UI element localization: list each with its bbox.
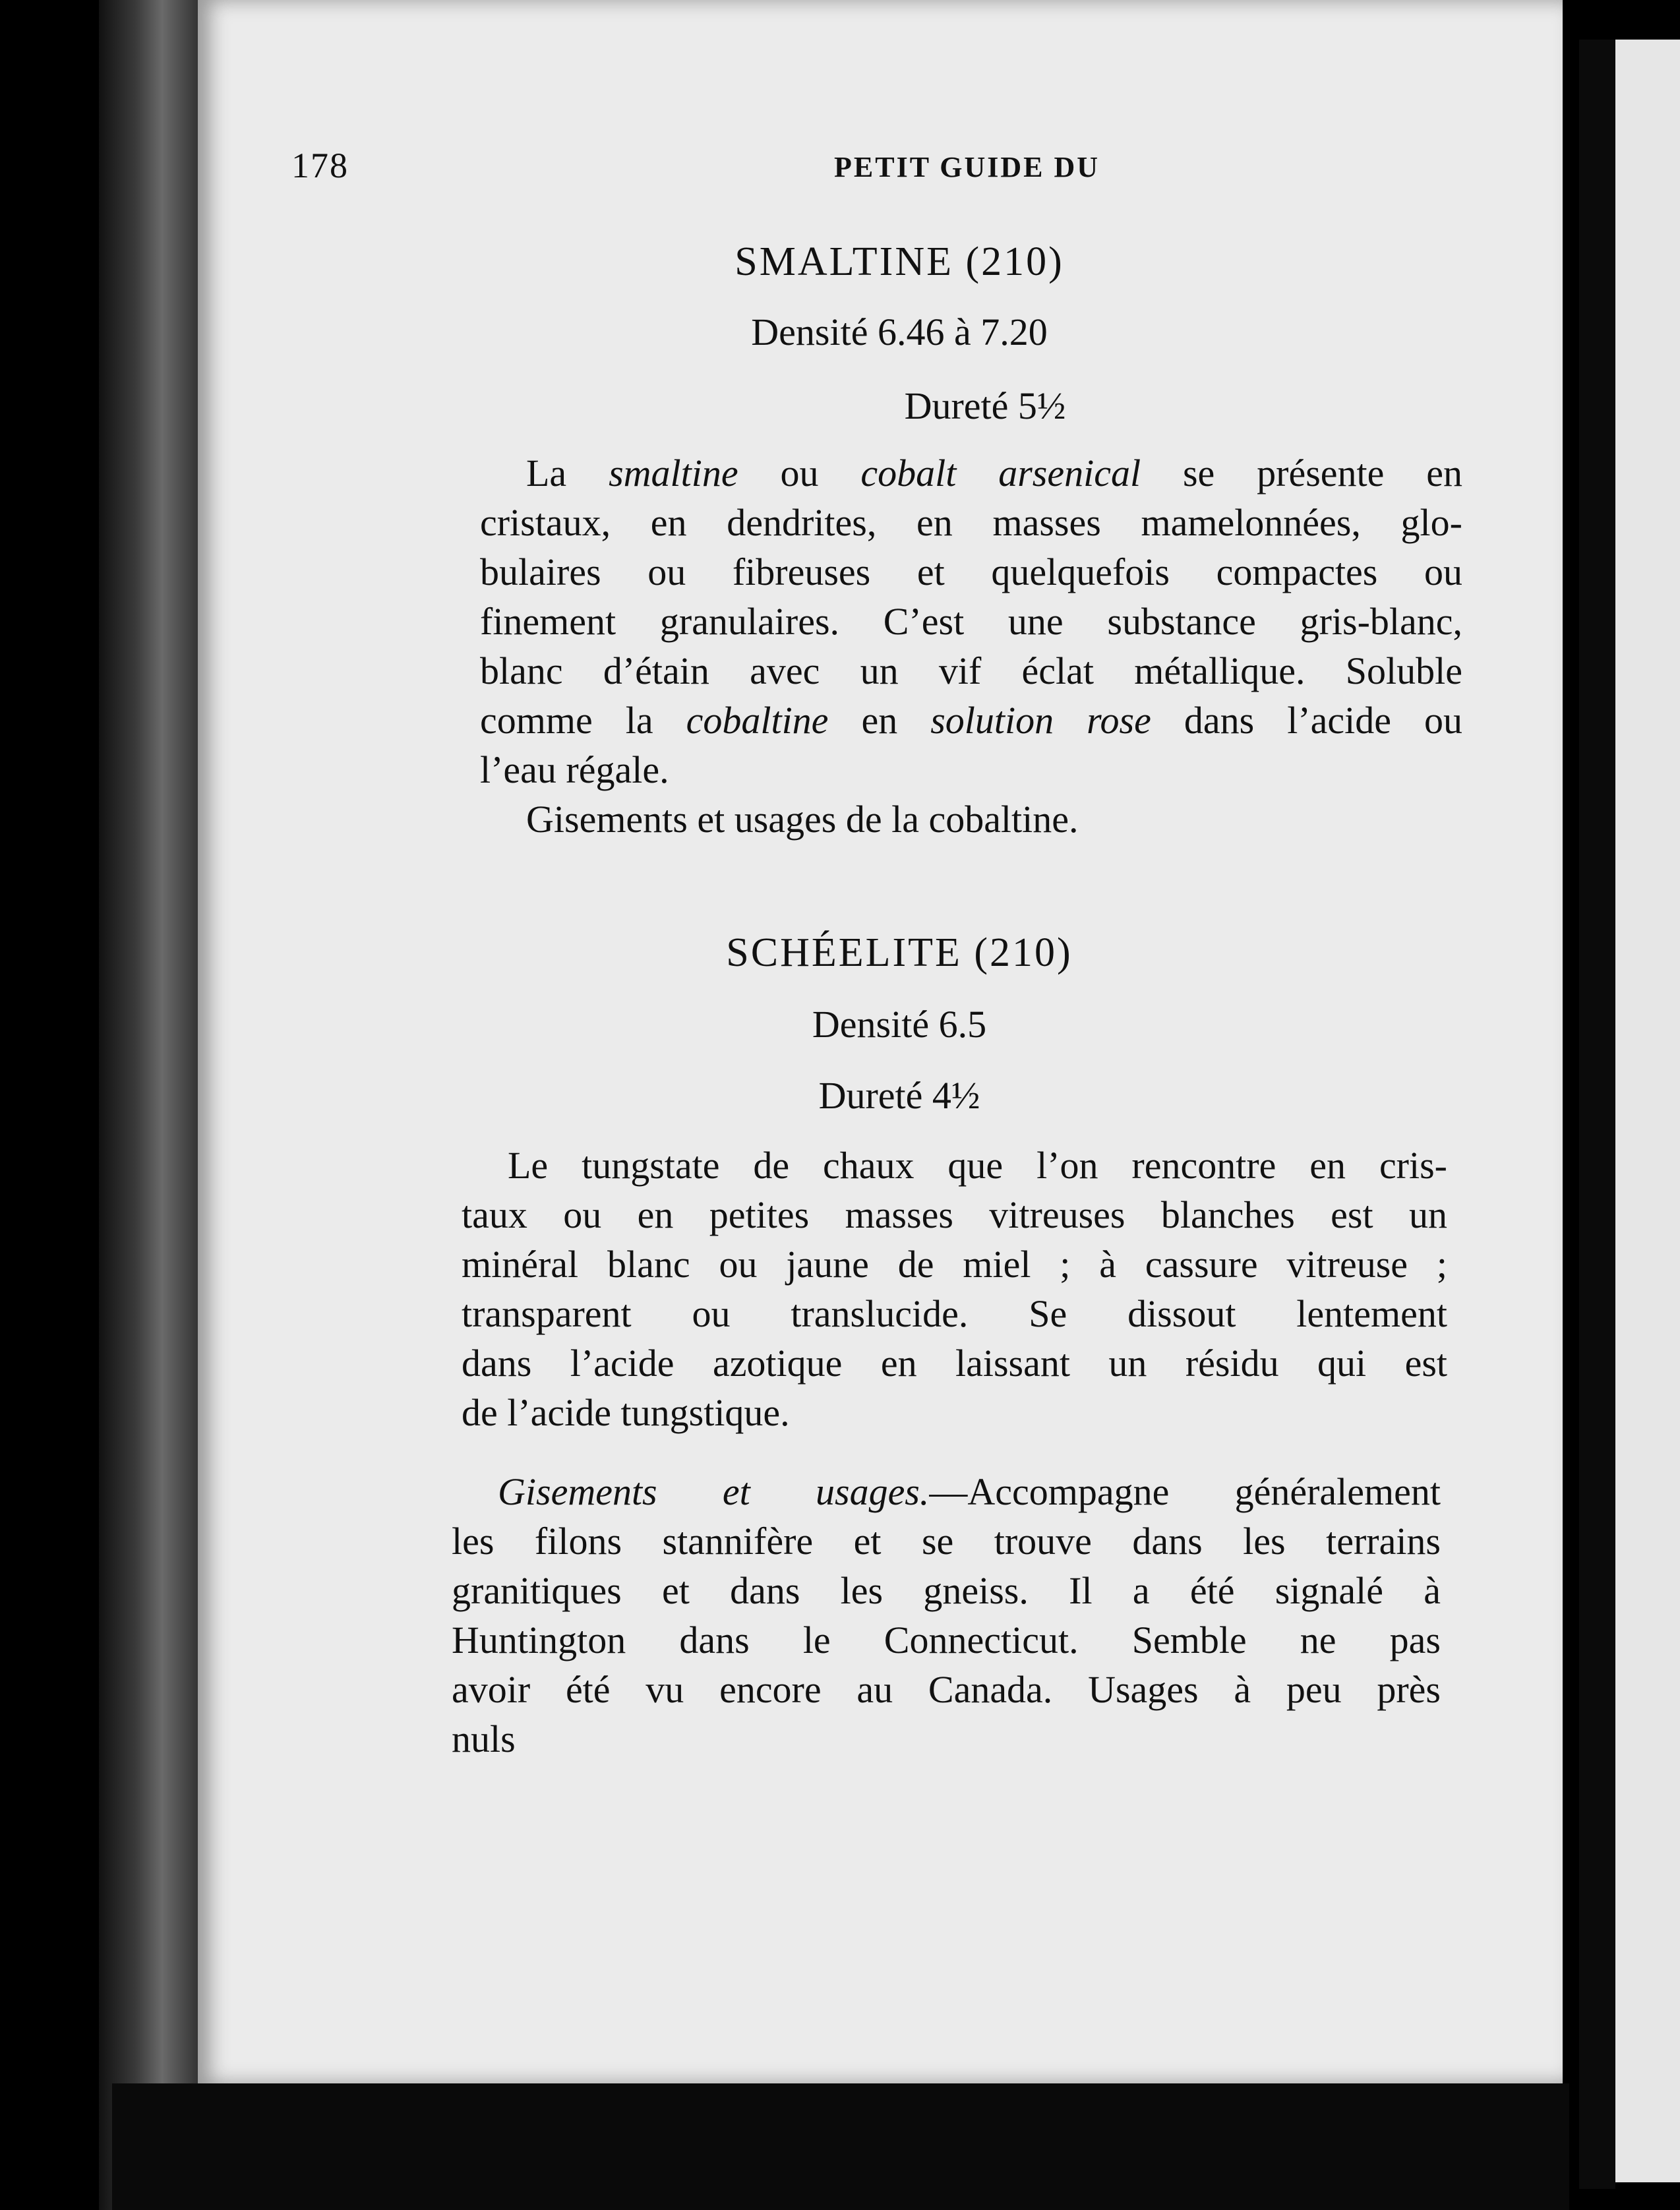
text-line: bulaires ou fibreuses et quelquefois compactes ou bbox=[480, 551, 1462, 593]
running-title: PETIT GUIDE DU bbox=[834, 151, 1100, 183]
text-line: Gisements et usages.—Accompagne généralement bbox=[498, 1470, 1441, 1513]
smaltine-durete: Dureté 5½ bbox=[904, 384, 1066, 427]
text-line: transparent ou translucide. Se dissout lentement bbox=[462, 1292, 1447, 1335]
page-shadow bbox=[112, 2083, 1569, 2210]
text-line: taux ou en petites masses vitreuses blanches est un bbox=[462, 1193, 1447, 1236]
scheelite-densite: Densité 6.5 bbox=[812, 1003, 987, 1046]
text-line: l’eau régale. bbox=[480, 748, 669, 791]
smaltine-densite: Densité 6.46 à 7.20 bbox=[751, 311, 1048, 353]
scheelite-title: SCHÉELITE (210) bbox=[726, 930, 1073, 975]
text-line: Le tungstate de chaux que l’on rencontre en cris- bbox=[508, 1144, 1447, 1187]
text-line: comme la cobaltine en solution rose dans l’acide ou bbox=[480, 699, 1462, 742]
text-line: de l’acide tungstique. bbox=[462, 1391, 790, 1434]
text-line: minéral blanc ou jaune de miel ; à cassure vitreuse ; bbox=[462, 1243, 1447, 1286]
text-line: Huntington dans le Connecticut. Semble ne pas bbox=[452, 1619, 1441, 1661]
smaltine-title: SMALTINE (210) bbox=[735, 239, 1064, 284]
text-line: avoir été vu encore au Canada. Usages à peu près bbox=[452, 1668, 1441, 1711]
running-head bbox=[0, 145, 1680, 198]
text-line: La smaltine ou cobalt arsenical se présente en bbox=[526, 452, 1463, 494]
text-line: blanc d’étain avec un vif éclat métallique. Soluble bbox=[480, 649, 1462, 692]
scheelite-durete: Dureté 4½ bbox=[818, 1074, 980, 1117]
text-line: finement granulaires. C’est une substance gris-blanc, bbox=[480, 600, 1462, 643]
text-line: cristaux, en dendrites, en masses mamelonnées, glo- bbox=[480, 501, 1462, 544]
smaltine-description bbox=[480, 448, 1462, 844]
text-line: les filons stannifère et se trouve dans les terrains bbox=[452, 1520, 1441, 1563]
text-line: granitiques et dans les gneiss. Il a été signalé à bbox=[452, 1569, 1441, 1612]
page-number: 178 bbox=[291, 146, 349, 185]
text-line: nuls bbox=[452, 1717, 516, 1760]
scheelite-gisements bbox=[452, 1467, 1441, 1764]
text-line: dans l’acide azotique en laissant un résidu qui est bbox=[462, 1342, 1447, 1385]
smaltine-gisements: Gisements et usages de la cobaltine. bbox=[526, 798, 1079, 841]
scheelite-description bbox=[462, 1141, 1447, 1437]
